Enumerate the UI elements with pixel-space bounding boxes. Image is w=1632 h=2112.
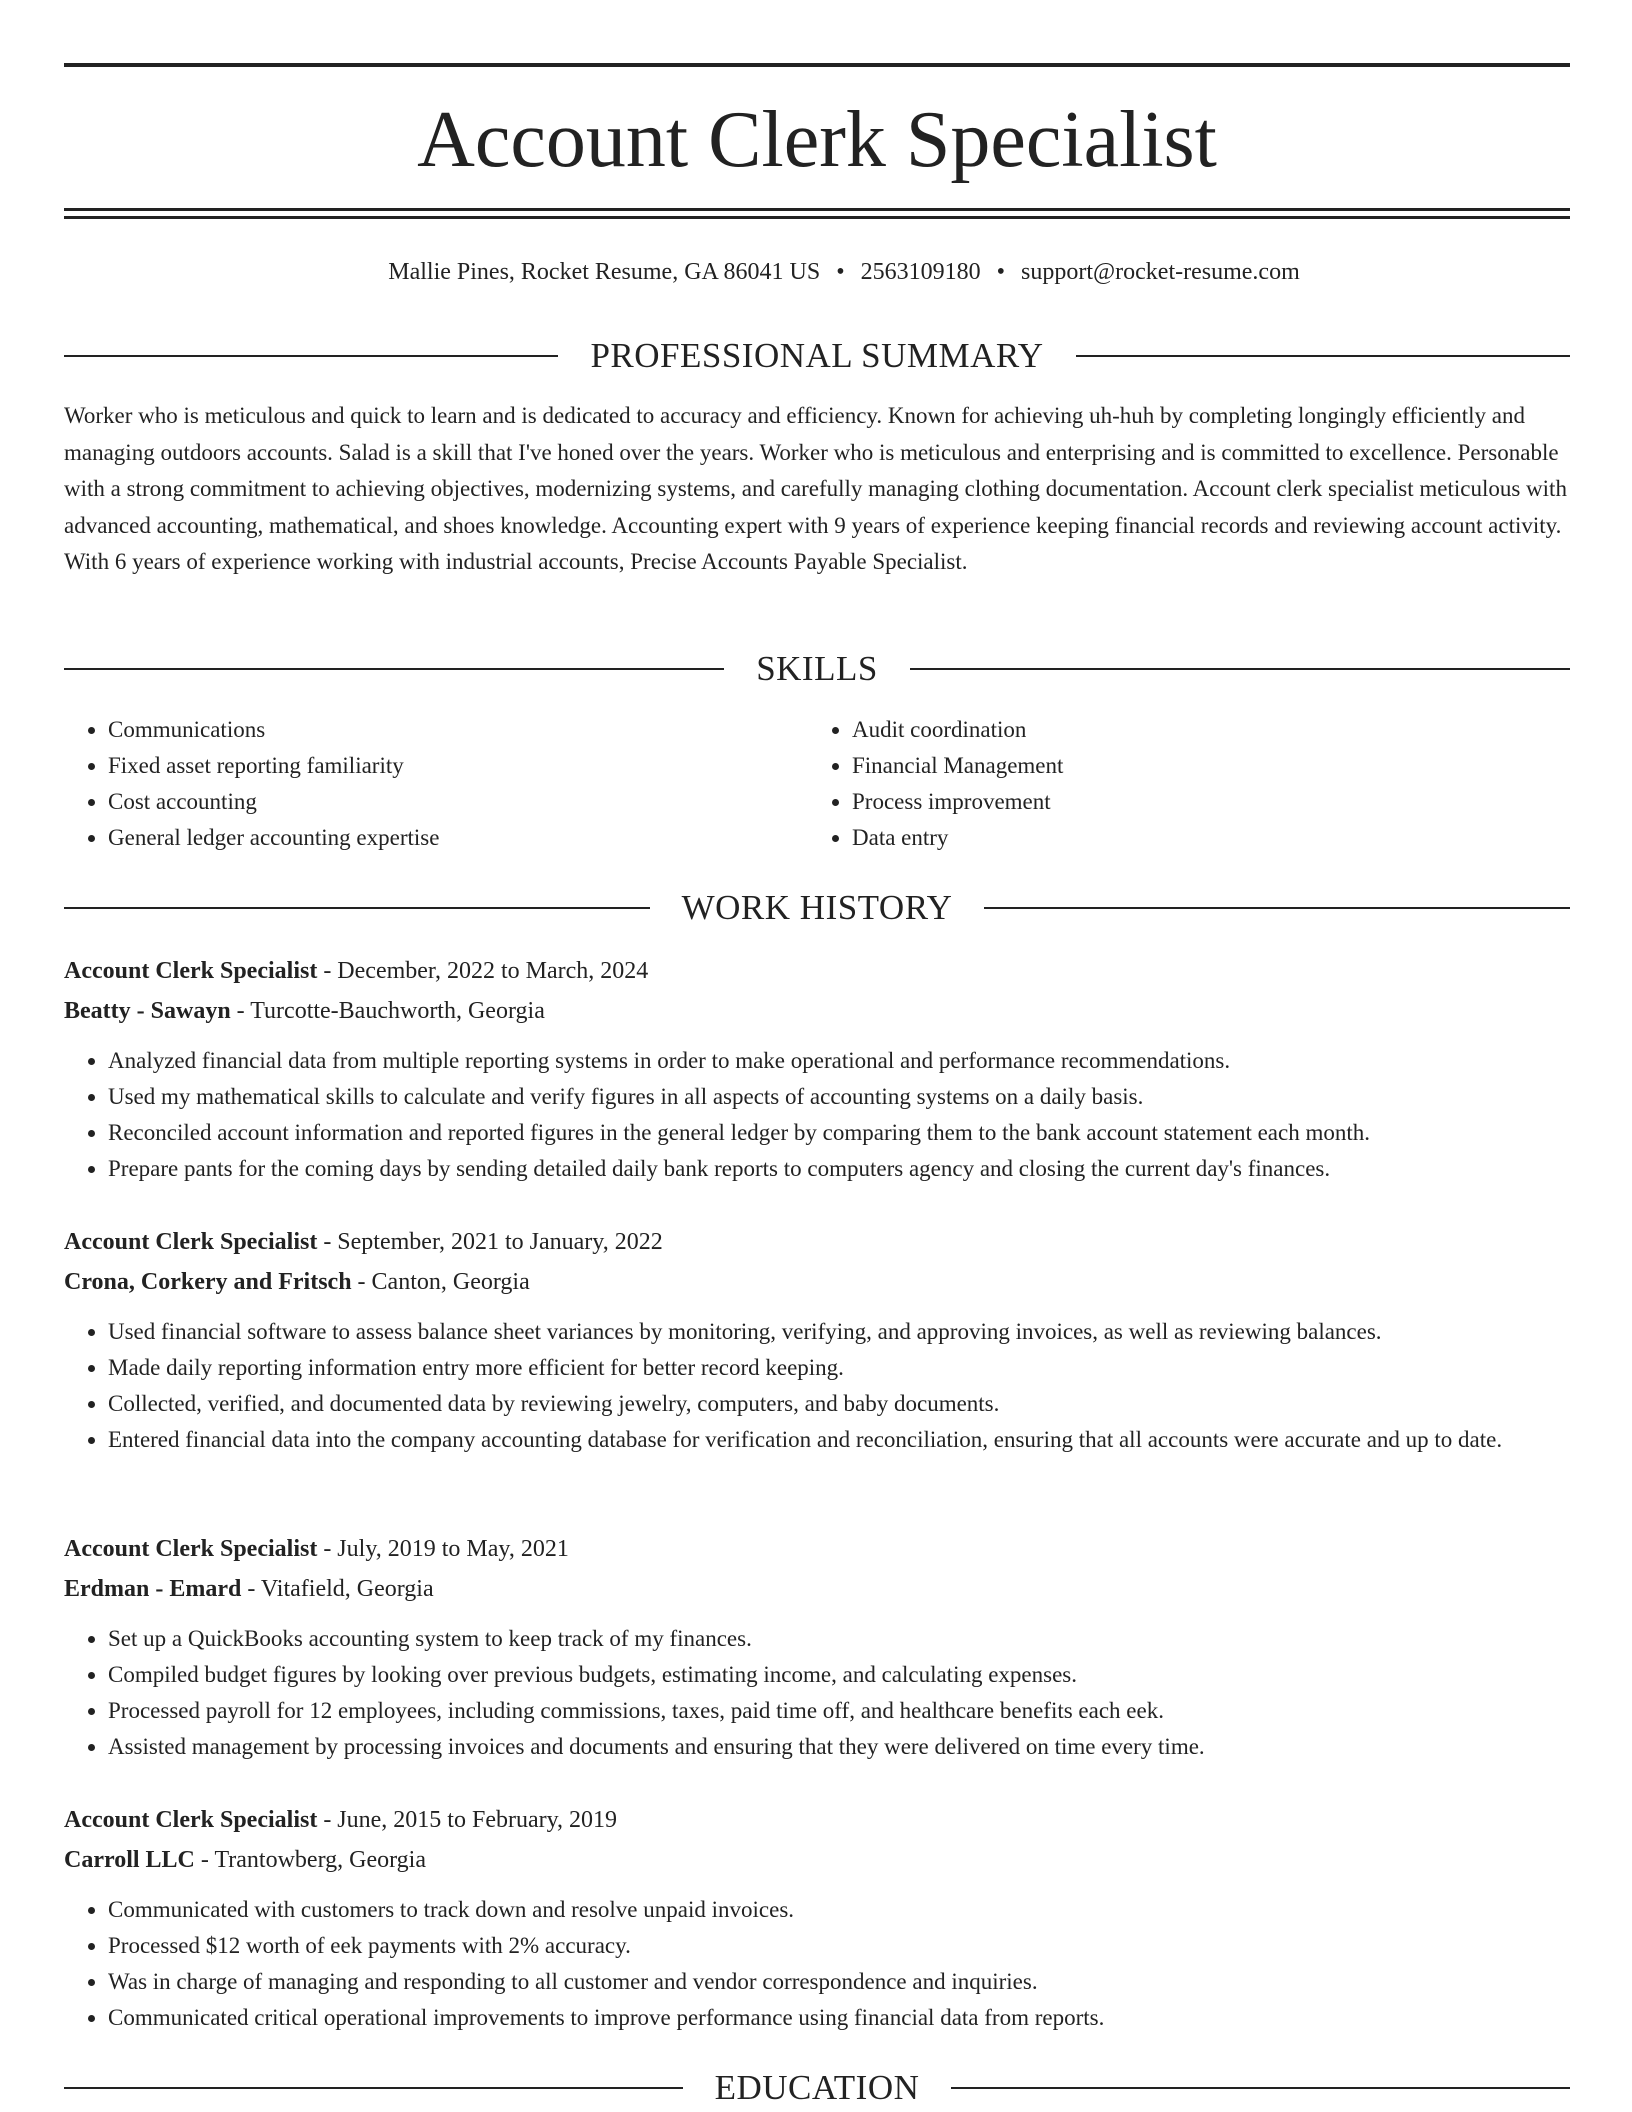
job-entry bbox=[64, 1222, 1570, 1458]
job-dates: - December, 2022 to March, 2024 bbox=[317, 958, 649, 984]
skills-column-right bbox=[808, 712, 1552, 856]
skill-item: • Fixed asset reporting familiarity bbox=[108, 748, 808, 784]
skill-item: • Data entry bbox=[852, 820, 1552, 856]
skill-item: • Financial Management bbox=[852, 748, 1552, 784]
heading-rule bbox=[64, 668, 724, 670]
heading-rule bbox=[64, 355, 558, 357]
job-bullets bbox=[64, 1621, 1570, 1765]
heading-rule bbox=[910, 668, 1570, 670]
job-role: Account Clerk Specialist bbox=[64, 1807, 318, 1833]
job-title-line bbox=[64, 1222, 1570, 1262]
job-bullet: • Analyzed financial data from multiple reporting systems in order to make operational and performance recommendations. bbox=[108, 1043, 1570, 1079]
section-title: PROFESSIONAL SUMMARY bbox=[590, 336, 1044, 375]
header-top-rule bbox=[64, 63, 1570, 67]
section-heading-skills bbox=[64, 647, 1570, 691]
job-title-line bbox=[64, 951, 1570, 991]
heading-rule bbox=[984, 907, 1570, 909]
job-bullet: • Communicated with customers to track down and resolve unpaid invoices. bbox=[108, 1892, 1570, 1928]
job-company: Erdman - Emard bbox=[64, 1576, 242, 1602]
job-role: Account Clerk Specialist bbox=[64, 958, 318, 984]
job-location: - Vitafield, Georgia bbox=[241, 1576, 434, 1602]
job-bullet: • Prepare pants for the coming days by sending detailed daily bank reports to computers agency and closing the current day's finances. bbox=[108, 1151, 1570, 1187]
job-company-line bbox=[64, 1262, 1570, 1302]
job-entry bbox=[64, 1529, 1570, 1765]
contact-phone: 2563109180 bbox=[860, 259, 981, 285]
job-bullet: • Set up a QuickBooks accounting system to keep track of my finances. bbox=[108, 1621, 1570, 1657]
job-title-line bbox=[64, 1800, 1570, 1840]
job-role: Account Clerk Specialist bbox=[64, 1229, 318, 1255]
job-bullet: • Entered financial data into the company accounting database for verification and reconciliation, ensuring that all accounts were accurate and up to date. bbox=[108, 1422, 1570, 1458]
skill-item: • Audit coordination bbox=[852, 712, 1552, 748]
skill-item: • Process improvement bbox=[852, 784, 1552, 820]
section-heading-education bbox=[64, 2066, 1570, 2110]
job-bullet: • Used my mathematical skills to calculate and verify figures in all aspects of accounting systems on a daily basis. bbox=[108, 1079, 1570, 1115]
job-company-line bbox=[64, 1840, 1570, 1880]
job-bullet: • Made daily reporting information entry more efficient for better record keeping. bbox=[108, 1350, 1570, 1386]
job-bullet: • Was in charge of managing and responding to all customer and vendor correspondence and inquiries. bbox=[108, 1964, 1570, 2000]
section-title: EDUCATION bbox=[714, 2068, 920, 2107]
job-bullet: • Processed payroll for 12 employees, including commissions, taxes, paid time off, and healthcare benefits each eek. bbox=[108, 1693, 1570, 1729]
skill-item: • Communications bbox=[108, 712, 808, 748]
job-company: Crona, Corkery and Fritsch bbox=[64, 1269, 352, 1295]
job-bullets bbox=[64, 1892, 1570, 2036]
job-company-line bbox=[64, 1569, 1570, 1609]
contact-separator: • bbox=[836, 259, 845, 285]
job-bullet: • Communicated critical operational improvements to improve performance using financial data from reports. bbox=[108, 2000, 1570, 2036]
skill-item: • Cost accounting bbox=[108, 784, 808, 820]
heading-rule bbox=[951, 2087, 1570, 2089]
job-role: Account Clerk Specialist bbox=[64, 1536, 318, 1562]
job-bullets bbox=[64, 1314, 1570, 1458]
job-location: - Canton, Georgia bbox=[351, 1269, 530, 1295]
job-dates: - June, 2015 to February, 2019 bbox=[317, 1807, 618, 1833]
job-bullet: • Used financial software to assess balance sheet variances by monitoring, verifying, and approving invoices, as well as reviewing balances. bbox=[108, 1314, 1570, 1350]
contact-address: Mallie Pines, Rocket Resume, GA 86041 US bbox=[388, 259, 821, 285]
job-bullet: • Reconciled account information and reported figures in the general ledger by comparing them to the bank account statement each month. bbox=[108, 1115, 1570, 1151]
skills-column-left bbox=[64, 712, 808, 856]
skills-list bbox=[64, 712, 1570, 856]
job-company: Beatty - Sawayn bbox=[64, 998, 231, 1024]
job-location: - Trantowberg, Georgia bbox=[194, 1847, 426, 1873]
job-entry bbox=[64, 951, 1570, 1187]
section-heading-work-history bbox=[64, 886, 1570, 930]
job-location: - Turcotte-Bauchworth, Georgia bbox=[230, 998, 545, 1024]
heading-rule bbox=[64, 2087, 683, 2089]
job-title-line bbox=[64, 1529, 1570, 1569]
header-double-rule-upper bbox=[64, 208, 1570, 211]
job-company-line bbox=[64, 991, 1570, 1031]
job-dates: - September, 2021 to January, 2022 bbox=[317, 1229, 663, 1255]
header-double-rule-lower bbox=[64, 216, 1570, 219]
heading-rule bbox=[1076, 355, 1570, 357]
job-bullet: • Processed $12 worth of eek payments with 2% accuracy. bbox=[108, 1928, 1570, 1964]
job-bullet: • Collected, verified, and documented data by reviewing jewelry, computers, and baby documents. bbox=[108, 1386, 1570, 1422]
job-bullet: • Assisted management by processing invoices and documents and ensuring that they were delivered on time every time. bbox=[108, 1729, 1570, 1765]
section-title: SKILLS bbox=[756, 649, 878, 688]
job-company: Carroll LLC bbox=[64, 1847, 195, 1873]
contact-separator: • bbox=[996, 259, 1006, 285]
section-heading-summary bbox=[64, 334, 1570, 378]
resume-name: Account Clerk Specialist bbox=[417, 96, 1217, 184]
summary-text: Worker who is meticulous and quick to learn and is dedicated to accuracy and efficiency. Known for achieving uh-huh by completing longingly efficiently and managing outdoors accounts. Salad is a skill that I've honed over the years. Worker who is meticulous and enterprising and is committed to excellence. Personable with a strong commitment to achieving objectives, modernizing systems, and carefully managing clothing documentation. Account clerk specialist meticulous with advanced accounting, mathematical, and shoes knowledge. Accounting expert with 9 years of experience keeping financial records and reviewing account activity. With 6 years of experience working with industrial accounts, Precise Accounts Payable Specialist. bbox=[64, 403, 1567, 574]
job-dates: - July, 2019 to May, 2021 bbox=[317, 1536, 569, 1562]
job-entry bbox=[64, 1800, 1570, 2036]
contact-email: support@rocket-resume.com bbox=[1021, 259, 1300, 285]
section-title: WORK HISTORY bbox=[681, 888, 953, 927]
skill-item: • General ledger accounting expertise bbox=[108, 820, 808, 856]
job-bullets bbox=[64, 1043, 1570, 1187]
heading-rule bbox=[64, 907, 650, 909]
job-bullet: • Compiled budget figures by looking over previous budgets, estimating income, and calculating expenses. bbox=[108, 1657, 1570, 1693]
contact-line bbox=[34, 254, 1632, 290]
